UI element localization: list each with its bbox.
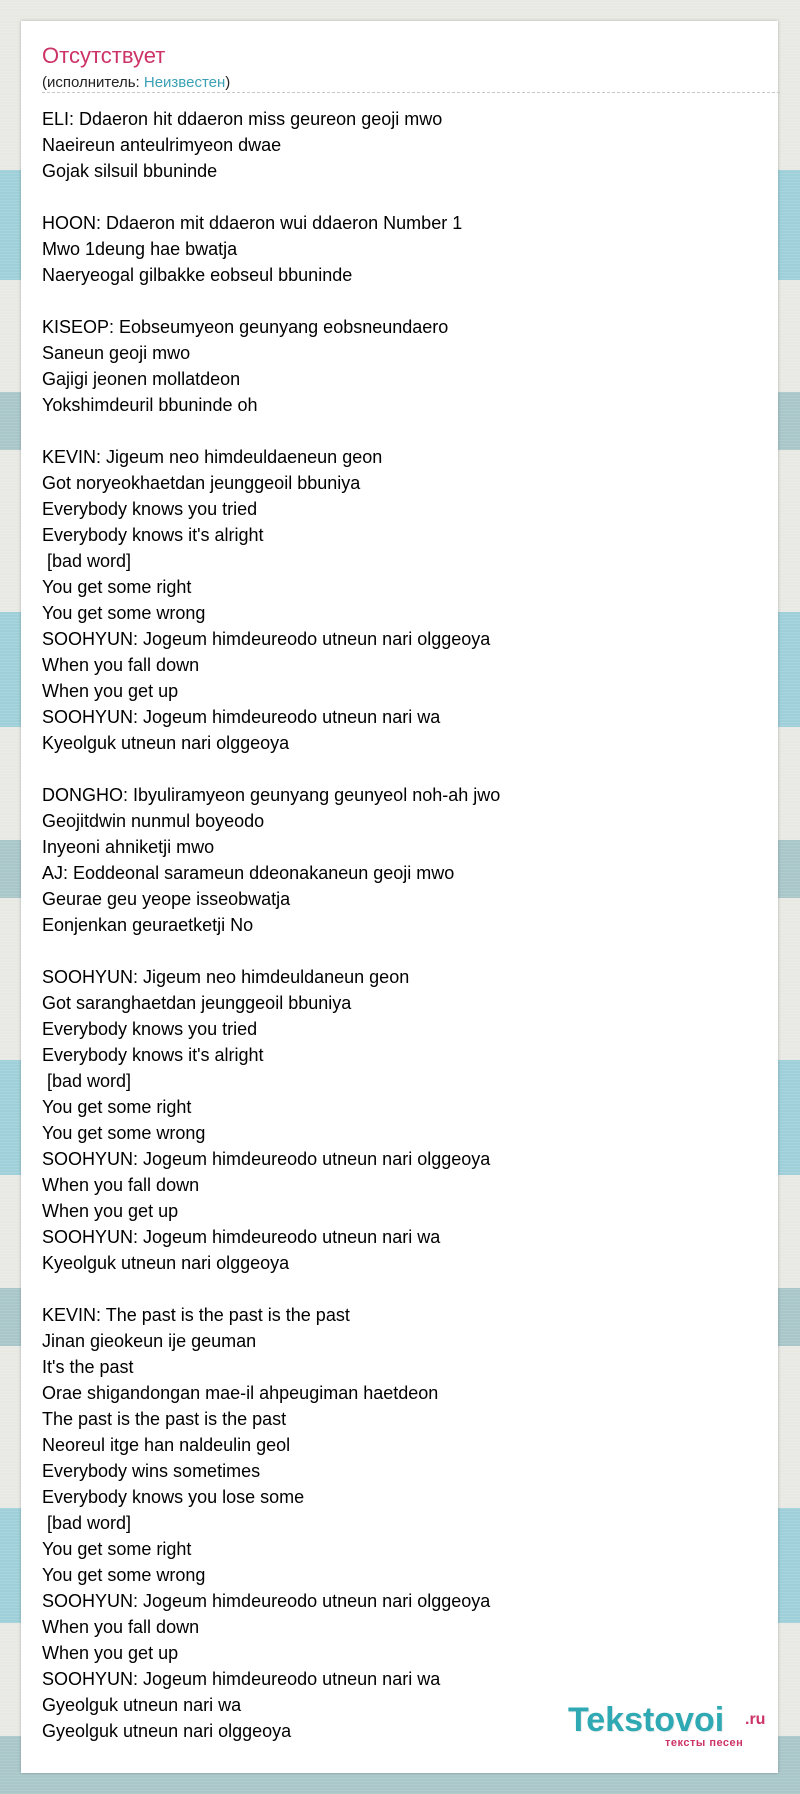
stanza-break: [42, 1276, 772, 1302]
stanza-break: [42, 288, 772, 314]
song-title: Отсутствует: [42, 43, 166, 68]
lyric-line: It's the past: [42, 1357, 134, 1377]
lyric-line: Saneun geoji mwo: [42, 343, 191, 363]
lyric-line: Everybody wins sometimes: [42, 1461, 261, 1481]
lyric-line: Everybody knows you tried: [42, 499, 258, 519]
lyric-line: KEVIN: Jigeum neo himdeuldaeneun geon: [42, 447, 383, 467]
lyric-line: Got saranghaetdan jeunggeoil bbuniya: [42, 993, 352, 1013]
lyric-line: You get some right: [42, 577, 192, 597]
stanza-break: [42, 184, 772, 210]
lyric-line: You get some right: [42, 1097, 192, 1117]
lyric-line: Gajigi jeonen mollatdeon: [42, 369, 241, 389]
lyric-line: Gyeolguk utneun nari wa: [42, 1695, 242, 1715]
lyric-line: Yokshimdeuril bbuninde oh: [42, 395, 258, 415]
lyric-line: ELI: Ddaeron hit ddaeron miss geureon geoji mwo: [42, 109, 443, 129]
lyric-line: Geurae geu yeope isseobwatja: [42, 889, 291, 909]
lyric-line: Geojitdwin nunmul boyeodo: [42, 811, 265, 831]
lyric-line: SOOHYUN: Jigeum neo himdeuldaneun geon: [42, 967, 410, 987]
lyric-line: DONGHO: Ibyuliramyeon geunyang geunyeol noh-ah jwo: [42, 785, 501, 805]
lyric-line: KISEOP: Eobseumyeon geunyang eobsneundaero: [42, 317, 449, 337]
logo-tagline: тексты песен: [665, 1737, 744, 1749]
lyric-line: Gyeolguk utneun nari olggeoya: [42, 1721, 292, 1741]
lyric-line: [bad word]: [42, 551, 132, 571]
lyric-line: SOOHYUN: Jogeum himdeureodo utneun nari wa: [42, 707, 441, 727]
title-divider: [42, 92, 780, 93]
lyric-line: SOOHYUN: Jogeum himdeureodo utneun nari wa: [42, 1227, 441, 1247]
lyric-line: Neoreul itge han naldeulin geol: [42, 1435, 291, 1455]
lyrics-card: [21, 21, 778, 1773]
artist-suffix: ): [225, 74, 231, 91]
artist-prefix: (исполнитель:: [42, 74, 144, 91]
lyric-line: The past is the past is the past: [42, 1409, 287, 1429]
lyric-line: [bad word]: [42, 1513, 132, 1533]
lyric-line: When you fall down: [42, 1617, 200, 1637]
lyric-line: Everybody knows it's alright: [42, 1045, 264, 1065]
lyric-line: SOOHYUN: Jogeum himdeureodo utneun nari olggeoya: [42, 1591, 491, 1611]
logo-domain: .ru: [745, 1711, 766, 1728]
lyric-line: Orae shigandongan mae-il ahpeugiman haetdeon: [42, 1383, 439, 1403]
lyric-line: AJ: Eoddeonal sarameun ddeonakaneun geoji mwo: [42, 863, 455, 883]
lyric-line: You get some wrong: [42, 1123, 206, 1143]
lyric-line: Everybody knows you tried: [42, 1019, 258, 1039]
lyric-line: SOOHYUN: Jogeum himdeureodo utneun nari olggeoya: [42, 629, 491, 649]
lyric-line: Naeryeogal gilbakke eobseul bbuninde: [42, 265, 353, 285]
stanza-break: [42, 938, 772, 964]
lyric-line: SOOHYUN: Jogeum himdeureodo utneun nari olggeoya: [42, 1149, 491, 1169]
lyric-line: When you fall down: [42, 1175, 200, 1195]
lyric-line: Jinan gieokeun ije geuman: [42, 1331, 257, 1351]
lyric-line: When you get up: [42, 1643, 179, 1663]
lyric-line: SOOHYUN: Jogeum himdeureodo utneun nari wa: [42, 1669, 441, 1689]
logo-wordmark: Tekstovoi: [568, 1701, 725, 1739]
lyric-line: When you get up: [42, 681, 179, 701]
lyric-line: Kyeolguk utneun nari olggeoya: [42, 733, 290, 753]
artist-line: [42, 74, 230, 91]
lyric-line: Kyeolguk utneun nari olggeoya: [42, 1253, 290, 1273]
lyrics-text: [42, 106, 772, 1744]
lyric-line: You get some wrong: [42, 603, 206, 623]
lyric-line: HOON: Ddaeron mit ddaeron wui ddaeron Number 1: [42, 213, 463, 233]
lyric-line: Eonjenkan geuraetketji No: [42, 915, 254, 935]
lyric-line: Naeireun anteulrimyeon dwae: [42, 135, 282, 155]
lyric-line: KEVIN: The past is the past is the past: [42, 1305, 350, 1325]
lyric-line: Gojak silsuil bbuninde: [42, 161, 218, 181]
lyric-line: You get some wrong: [42, 1565, 206, 1585]
lyric-line: Everybody knows you lose some: [42, 1487, 305, 1507]
lyric-line: When you fall down: [42, 655, 200, 675]
site-logo[interactable]: [568, 1701, 783, 1751]
lyric-line: [bad word]: [42, 1071, 132, 1091]
lyric-line: You get some right: [42, 1539, 192, 1559]
lyric-line: Everybody knows it's alright: [42, 525, 264, 545]
lyric-line: Mwo 1deung hae bwatja: [42, 239, 238, 259]
stanza-break: [42, 756, 772, 782]
lyric-line: Got noryeokhaetdan jeunggeoil bbuniya: [42, 473, 361, 493]
artist-link[interactable]: Неизвестен: [143, 74, 226, 91]
lyric-line: When you get up: [42, 1201, 179, 1221]
stanza-break: [42, 418, 772, 444]
lyric-line: Inyeoni ahniketji mwo: [42, 837, 215, 857]
